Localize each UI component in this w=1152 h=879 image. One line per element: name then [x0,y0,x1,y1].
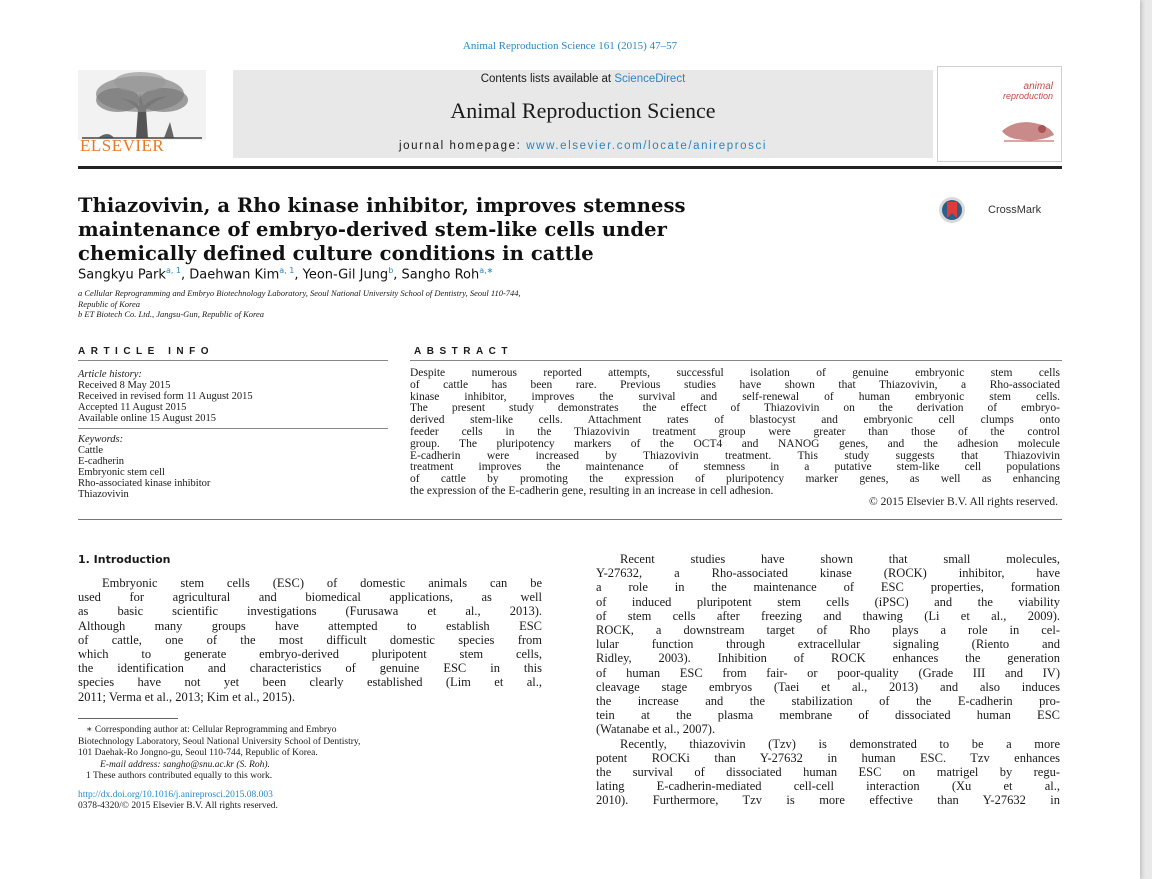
article-title-line: Thiazovivin, a Rho kinase inhibitor, improves stemness [78,194,686,217]
author-name: Yeon-Gil Jung [302,267,389,283]
journal-citation-link[interactable]: Animal Reproduction Science 161 (2015) 47–57 [462,40,678,52]
body-line: Although many groups have attempted to establish ESC [78,618,542,633]
abstract-line: derived stem-like cells. Attachment rates of blastocyst and embryonic cell clumps onto [410,414,1060,427]
article-history [78,369,378,424]
keywords-rule [78,428,388,429]
abstract-line: treatment improves the maintenance of stemness in a putative stem-like cell populations [410,461,1060,474]
article-title [78,194,838,266]
abstract-line: E-cadherin were increased by Thiazovivin treatment. This study suggests that Thiazovivin [410,449,1060,462]
abstract-line: The present study demonstrates the effect of Thiazovivin on the derivation of embryo- [410,402,1060,415]
keywords-label: Keywords: [78,434,124,445]
keyword-item: Thiazovivin [78,489,129,500]
publisher-wordmark: ELSEVIER [80,136,165,155]
abstract-body [410,368,1060,498]
abstract-rule [410,360,1062,361]
footnotes [78,725,543,783]
cover-illustration-icon [998,109,1056,149]
body-line: Embryonic stem cells (ESC) of domestic animals can be [102,576,542,590]
history-item: Available online 15 August 2015 [78,413,217,424]
article-title-line: chemically defined culture conditions in cattle [78,242,594,265]
author-affiliation-marker[interactable]: a, 1 [165,266,182,275]
body-line: cleavage stage embryos (Taei et al., 2013) and also induces [596,679,1060,694]
introduction-heading: 1. Introduction [78,553,171,566]
abstract-line: feeder cells in the Thiazovivin treatment group were greater than those of the control [410,425,1060,438]
body-line: Recent studies have shown that small molecules, [620,552,1060,566]
footnote-line: 101 Daehak-Ro Jongno-gu, Seoul 110-744, Republic of Korea. [78,748,318,758]
contents-availability: Contents lists available at ScienceDirect [480,73,686,85]
sciencedirect-link[interactable]: ScienceDirect [614,73,686,85]
body-line: the identification and characteristics of genuine ESC in this [78,661,542,676]
journal-homepage-link[interactable]: www.elsevier.com/locate/anireprosci [526,140,767,152]
abstract-line: kinase inhibitor, improves the survival and self-renewal of human embryonic stem cells. [410,390,1060,403]
article-info-label: ARTICLE INFO [78,346,214,357]
affiliation-a: a Cellular Reprogramming and Embryo Biotechnology Laboratory, Seoul National University School of Dentistry, Seoul 110-744, [78,288,521,298]
body-line: Recently, thiazovivin (Tzv) is demonstrated to be a more [620,736,1060,751]
history-item: Received 8 May 2015 [78,380,171,391]
article-title-line: maintenance of embryo-derived stem-like cells under [78,218,668,241]
abstract-line: group. The pluripotency markers of the OCT4 and NANOG genes, and the adhesion molecule [410,437,1060,450]
footnote-email[interactable]: E-mail address: sangho@snu.ac.kr (S. Roh). [100,759,270,770]
keyword-item: E-cadherin [78,456,125,467]
author-name: Daehwan Kim [189,267,280,283]
body-line: ROCK, a downstream target of Rho plays a role in cel- [596,623,1060,638]
journal-homepage: journal homepage: www.elsevier.com/locate/anireprosci [399,140,767,152]
journal-cover-thumbnail [937,66,1062,162]
body-line: used for agricultural and biomedical applications, as well [78,590,542,605]
author-list: Sangkyu Park$^{a, 1}$, Daehwan Kim$^{a, 1}$, Yeon-Gil Jung$^b$, Sangho Roh$^{a,∗}$ [78,266,494,283]
body-line: of cattle, one of the most difficult domestic species from [78,632,542,647]
introduction-right-column [596,552,1060,808]
issn-line: 0378-4320/© 2015 Elsevier B.V. All rights reserved. [78,801,278,811]
section-divider [78,519,1062,520]
footnote-line: 1 These authors contributed equally to this work. [86,771,273,781]
body-line: as basic scientific investigations (Furusawa et al., 2013). [78,604,542,619]
body-line: Ridley, 2003). Inhibition of ROCK enhances the generation [596,651,1060,666]
author-name: Sangkyu Park [78,267,166,283]
footnote-line: ∗ Corresponding author at: Cellular Reprogramming and Embryo [86,725,337,735]
keyword-item: Embryonic stem cell [78,467,165,478]
author-name: Sangho Roh [401,267,480,283]
journal-banner [233,70,933,158]
abstract-copyright: © 2015 Elsevier B.V. All rights reserved. [869,496,1058,508]
footnote-line: Biotechnology Laboratory, Seoul National University School of Dentistry, [78,736,361,747]
doi-link[interactable]: http://dx.doi.org/10.1016/j.anireprosci.2015.08.003 [78,790,273,800]
body-line: the increase and the stabilization of the E-cadherin pro- [596,694,1060,709]
cover-title-line-2: reproduction [1002,91,1053,101]
footnote-rule [78,718,178,719]
affiliation-a-continued: Republic of Korea [78,299,141,309]
abstract-label: ABSTRACT [414,346,513,357]
abstract-line: of cattle has been rare. Previous studies have shown that Thiazovivin, a Rho-associated [410,378,1060,391]
body-line: a role in the maintenance of ESC properties, formation [596,580,1060,595]
body-line: (Watanabe et al., 2007). [596,722,716,737]
abstract-line: the expression of the E-cadherin gene, resulting in an increase in cell adhesion. [410,484,774,497]
keyword-item: Cattle [78,445,104,456]
article-info-rule [78,360,388,361]
abstract-line: of cattle by promoting the expression of pluripotency marker genes, as well as enhancing [410,473,1060,486]
body-line: Y-27632, a Rho-associated kinase (ROCK) inhibitor, have [596,566,1060,581]
body-line: the survival of dissociated human ESC on matrigel by regu- [596,765,1060,780]
body-line: of induced pluripotent stem cells (iPSC) and the viability [596,594,1060,609]
body-line: lular function through extracellular signaling (Riento and [596,637,1060,652]
body-line: 2011; Verma et al., 2013; Kim et al., 2015). [78,689,295,704]
journal-masthead [78,66,1062,162]
history-item: Received in revised form 11 August 2015 [78,391,253,402]
author-affiliation-marker[interactable]: a, 1 [279,266,295,275]
masthead-rule [78,166,1062,169]
keyword-item: Rho-associated kinase inhibitor [78,478,211,489]
article-history-label: Article history: [78,369,142,380]
cover-title-line-1: animal [1023,81,1053,92]
keywords [78,434,378,500]
body-line: of stem cells after freezing and thawing (Li et al., 2009). [596,608,1060,623]
body-line: lating E-cadherin-mediated cell-cell interaction (Xu et al., [596,779,1060,794]
body-line: of human ESC from fair- or poor-quality (Grade III and IV) [596,665,1060,680]
history-item: Accepted 11 August 2015 [78,402,187,413]
affiliation-b: b ET Biotech Co. Ltd., Jangsu-Gun, Republic of Korea [78,309,265,319]
abstract-line: Despite numerous reported attempts, successful isolation of genuine embryonic stem cells [410,367,1060,379]
body-line: which to generate embryo-derived pluripotent stem cells, [78,647,542,662]
author-affiliation-marker[interactable]: a,∗ [479,266,494,275]
body-line: potent ROCKi than Y-27632 in human ESC. Tzv enhances [596,750,1060,765]
introduction-left-column [78,576,542,704]
journal-title: Animal Reproduction Science [450,98,716,123]
body-line: 2010). Furthermore, Tzv is more effective than Y-27632 in [596,793,1060,808]
body-line: species have not yet been clearly established (Lim et al., [78,675,542,690]
crossmark-label[interactable]: CrossMark [988,204,1042,216]
author-affiliation-marker[interactable]: b [388,266,394,275]
body-line: tein at the plasma membrane of dissociated human ESC [596,708,1060,723]
doi-block [78,790,278,812]
